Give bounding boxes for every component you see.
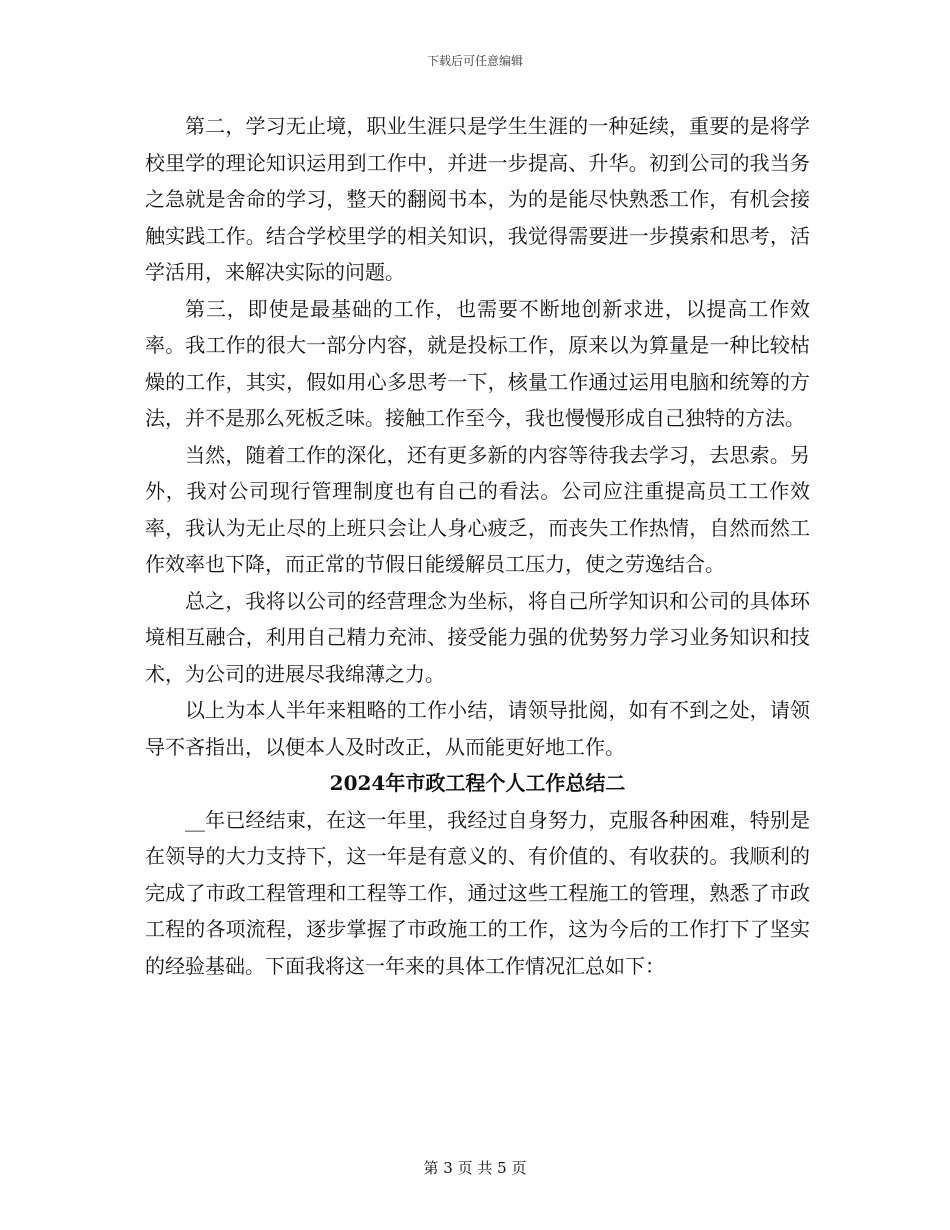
paragraph: 第二，学习无止境，职业生涯只是学生生涯的一种延续，重要的是将学校里学的理论知识运用到工作中，并进一步提高、升华。初到公司的我当务之急就是舍命的学习，整天的翻阅书本，为的是能尽快熟悉工作，有机会接触实践工作。结合学校里学的相关知识，我觉得需要进一步摸索和思考，活学活用，来解决实际的问题。 (145, 114, 810, 284)
document-body (145, 108, 810, 984)
page-header: 下载后可任意编辑 (426, 54, 523, 68)
paragraph: 第三，即使是最基础的工作，也需要不断地创新求进，以提高工作效率。我工作的很大一部分内容，就是投标工作，原来以为算量是一种比较枯燥的工作，其实，假如用心多思考一下，核量工作通过运用电脑和统筹的方法，并不是那么死板乏味。接触工作至今，我也慢慢形成自己独特的方法。 (145, 296, 810, 430)
page-footer: 第 3 页 共 5 页 (423, 1159, 527, 1177)
paragraph: 以上为本人半年来粗略的工作小结，请领导批阅，如有不到之处，请领导不吝指出，以便本人及时改正，从而能更好地工作。 (145, 698, 810, 759)
paragraph: 当然，随着工作的深化，还有更多新的内容等待我去学习，去思索。另外，我对公司现行管理制度也有自己的看法。公司应注重提高员工工作效率，我认为无止尽的上班只会让人身心疲乏，而丧失工作热情，自然而然工作效率也下降，而正常的节假日能缓解员工压力，使之劳逸结合。 (145, 442, 810, 576)
section-title: 2024年市政工程个人工作总结二 (329, 771, 626, 795)
paragraph: __年已经结束，在这一年里，我经过自身努力，克服各种困难，特别是在领导的大力支持下，这一年是有意义的、有价值的、有收获的。我顺利的完成了市政工程管理和工程等工作，通过这些工程施工的管理，熟悉了市政工程的各项流程，逐步掌握了市政施工的工作，这为今后的工作打下了坚实的经验基础。下面我将这一年来的具体工作情况汇总如下： (145, 807, 810, 978)
paragraph: 总之，我将以公司的经营理念为坐标，将自己所学知识和公司的具体环境相互融合，利用自己精力充沛、接受能力强的优势努力学习业务知识和技术，为公司的进展尽我绵薄之力。 (145, 588, 810, 686)
